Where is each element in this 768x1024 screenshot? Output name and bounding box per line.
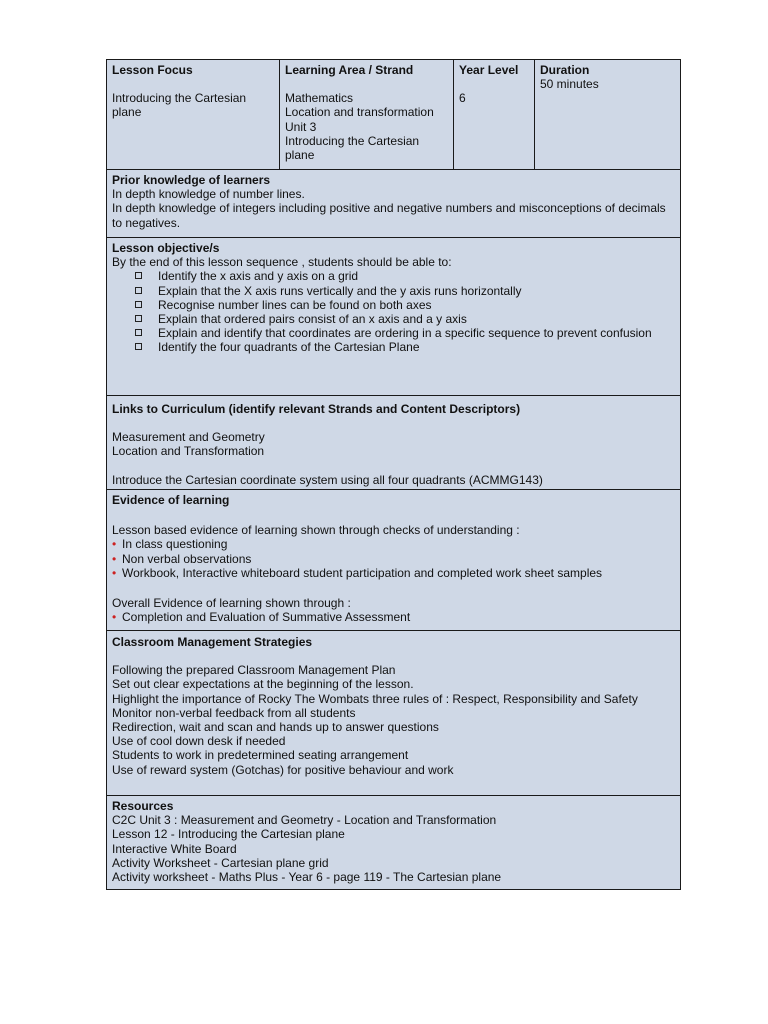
checkbox-icon: [135, 287, 142, 294]
prior-knowledge-section: [107, 169, 680, 237]
learning-area-line: Introducing the Cartesian plane: [285, 133, 420, 163]
objectives-list: [112, 269, 675, 354]
curriculum-descriptor: Introduce the Cartesian coordinate system using all four quadrants (ACMMG143): [112, 472, 543, 487]
resources-section: [107, 795, 680, 889]
overall-evidence-item: • Completion and Evaluation of Summative Assessment: [112, 610, 411, 625]
evidence-list: [112, 537, 675, 580]
checkbox-icon: [135, 272, 142, 279]
prior-knowledge-line: In depth knowledge of integers including positive and negative numbers and misconceptions of decimals to negatives.: [112, 201, 666, 230]
checkbox-icon: [135, 315, 142, 322]
bullet-icon: •: [112, 537, 117, 552]
learning-area-cell: [279, 60, 453, 169]
duration-label: Duration: [540, 63, 590, 77]
resource-line: Interactive White Board: [112, 841, 237, 856]
evidence-item: • Workbook, Interactive whiteboard student participation and completed work sheet samples: [112, 565, 603, 580]
objectives-intro: By the end of this lesson sequence , students should be able to:: [112, 255, 452, 270]
overall-evidence-list: [112, 610, 675, 624]
year-level-value: 6: [459, 91, 466, 106]
objectives-title: Lesson objective/s: [112, 241, 220, 255]
classroom-line: Use of cool down desk if needed: [112, 734, 286, 749]
year-level-cell: [453, 60, 534, 169]
classroom-line: Use of reward system (Gotchas) for positive behaviour and work: [112, 762, 454, 777]
learning-area-line: Location and transformation: [285, 105, 434, 120]
curriculum-title: Links to Curriculum (identify relevant Strands and Content Descriptors): [112, 402, 521, 416]
lesson-objectives-section: [107, 237, 680, 395]
bullet-icon: •: [112, 551, 117, 566]
objective-item: Explain that the X axis runs vertically and the y axis runs horizontally: [112, 284, 675, 298]
year-level-label: Year Level: [459, 63, 519, 77]
objective-item: Explain and identify that coordinates are ordering in a specific sequence to prevent confusion: [112, 326, 675, 340]
classroom-line: Highlight the importance of Rocky The Wombats three rules of : Respect, Responsibility and Safety: [112, 691, 638, 706]
checkbox-icon: [135, 343, 142, 350]
duration-value: 50 minutes: [540, 77, 599, 92]
overall-evidence-intro: Overall Evidence of learning shown through :: [112, 596, 351, 611]
resources-title: Resources: [112, 799, 174, 813]
bullet-icon: •: [112, 565, 117, 580]
prior-knowledge-line: In depth knowledge of number lines.: [112, 187, 305, 202]
resource-line: Activity worksheet - Maths Plus - Year 6 - page 119 - The Cartesian plane: [112, 870, 502, 885]
objective-item: Explain that ordered pairs consist of an x axis and a y axis: [112, 312, 675, 326]
classroom-line: Monitor non-verbal feedback from all students: [112, 705, 356, 720]
resource-line: C2C Unit 3 : Measurement and Geometry - Location and Transformation: [112, 813, 497, 828]
learning-area-label: Learning Area / Strand: [285, 63, 414, 77]
evidence-intro: Lesson based evidence of learning shown through checks of understanding :: [112, 523, 520, 538]
checkbox-icon: [135, 301, 142, 308]
evidence-of-learning-section: [107, 489, 680, 630]
evidence-title: Evidence of learning: [112, 493, 230, 507]
learning-area-line: Unit 3: [285, 119, 317, 134]
lesson-plan-table: [106, 59, 681, 890]
classroom-title: Classroom Management Strategies: [112, 635, 313, 649]
evidence-item: • Non verbal observations: [112, 551, 252, 566]
objective-item: Recognise number lines can be found on both axes: [112, 298, 675, 312]
classroom-management-section: [107, 630, 680, 795]
bullet-icon: •: [112, 610, 117, 625]
curriculum-line: Measurement and Geometry: [112, 430, 265, 445]
duration-cell: [534, 60, 680, 169]
curriculum-links-section: [107, 395, 680, 489]
classroom-line: Redirection, wait and scan and hands up to answer questions: [112, 720, 439, 735]
objective-item: Identify the x axis and y axis on a grid: [112, 269, 675, 283]
resource-line: Lesson 12 - Introducing the Cartesian plane: [112, 827, 345, 842]
evidence-item: • In class questioning: [112, 537, 228, 552]
lesson-header-row: [107, 60, 680, 169]
lesson-focus-label: Lesson Focus: [112, 63, 193, 77]
classroom-line: Students to work in predetermined seating arrangement: [112, 748, 409, 763]
objective-item: Identify the four quadrants of the Cartesian Plane: [112, 340, 675, 354]
learning-area-line: Mathematics: [285, 91, 354, 106]
classroom-line: Set out clear expectations at the beginning of the lesson.: [112, 677, 414, 692]
resource-line: Activity Worksheet - Cartesian plane grid: [112, 855, 329, 870]
prior-knowledge-title: Prior knowledge of learners: [112, 173, 271, 187]
curriculum-line: Location and Transformation: [112, 444, 265, 459]
lesson-focus-cell: [107, 60, 279, 169]
lesson-focus-value: Introducing the Cartesian plane: [112, 91, 247, 120]
checkbox-icon: [135, 329, 142, 336]
classroom-line: Following the prepared Classroom Management Plan: [112, 663, 396, 678]
